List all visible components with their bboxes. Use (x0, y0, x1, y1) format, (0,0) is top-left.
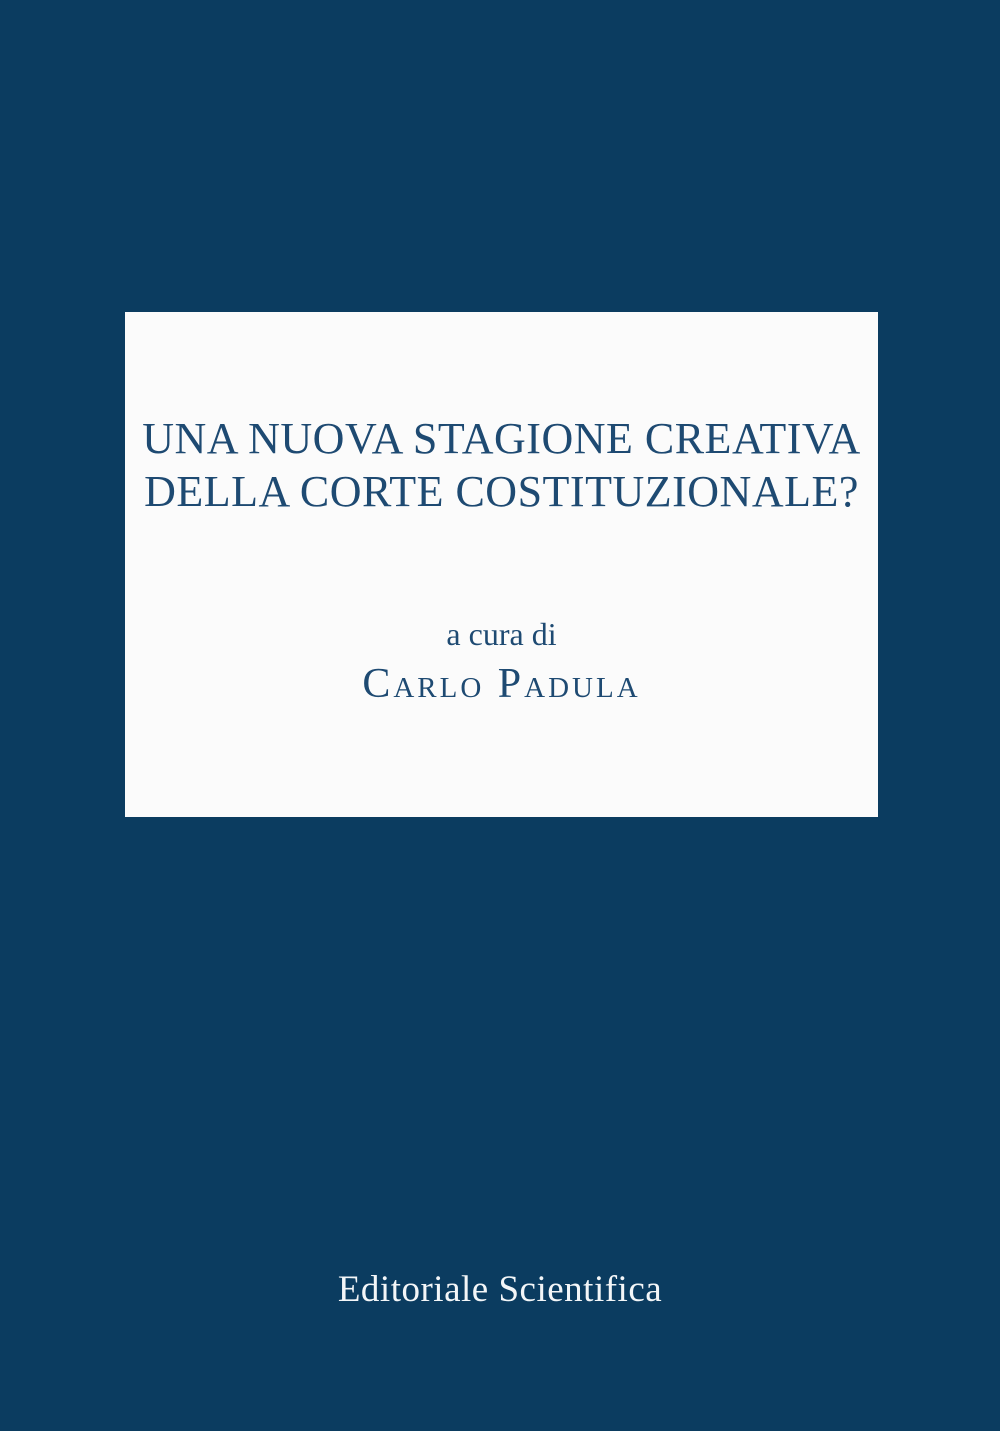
editor-block (125, 615, 878, 709)
title-line-2: DELLA CORTE COSTITUZIONALE? (144, 467, 859, 516)
title-line-1: UNA NUOVA STAGIONE CREATIVA (142, 414, 861, 463)
publisher-name: Editoriale Scientifica (337, 1269, 663, 1310)
title-panel (125, 312, 878, 817)
editor-prefix: a cura di (446, 616, 557, 652)
editor-name: Carlo Padula (362, 661, 641, 707)
book-title (125, 412, 878, 518)
